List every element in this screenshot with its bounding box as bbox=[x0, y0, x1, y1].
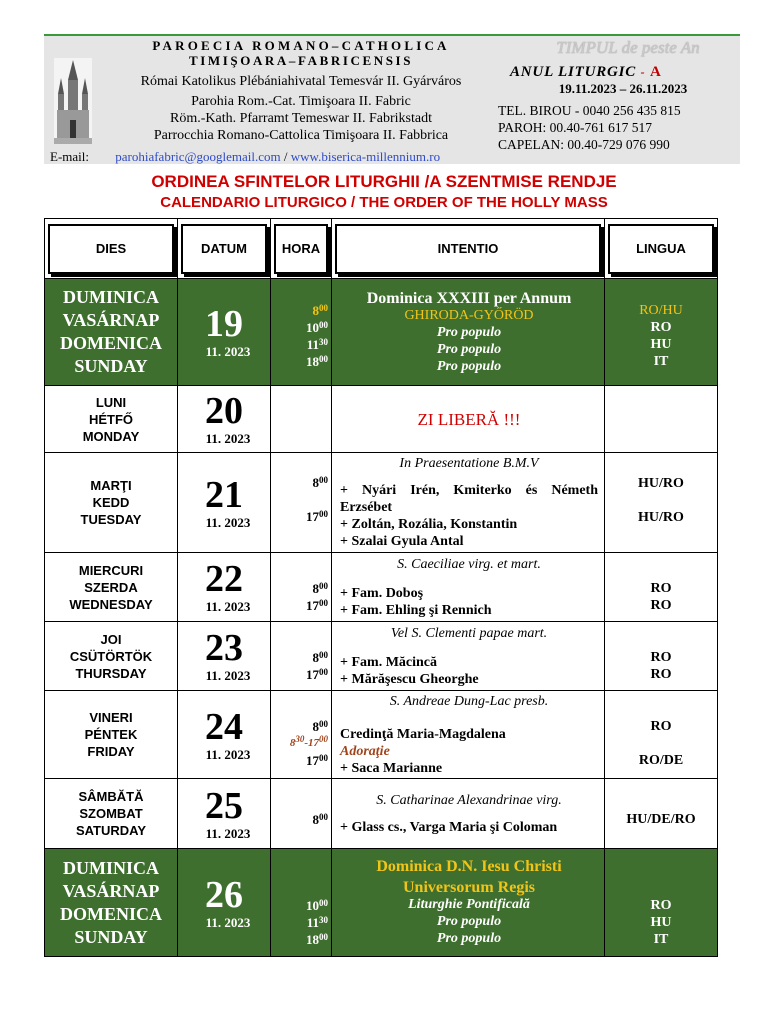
chaplain-phone: CAPELAN: 00.40-729 076 990 bbox=[498, 137, 670, 152]
liturgical-year-label: ANUL LITURGIC bbox=[510, 64, 637, 80]
mass-time: 17 bbox=[306, 667, 319, 682]
mass-intention: + Nyári Irén, Kmiterko és Németh Erzsébet bbox=[340, 483, 598, 515]
day-name: SÂMBĂTĂ bbox=[78, 789, 144, 804]
date-cell bbox=[178, 279, 271, 386]
page-title: ORDINEA SFINTELOR LITURGHII /A SZENTMISE RENDJE bbox=[151, 172, 617, 191]
free-day-note: ZI LIBERĂ !!! bbox=[417, 409, 521, 429]
language-cell bbox=[605, 386, 718, 453]
month-year: 11. 2023 bbox=[205, 746, 251, 762]
feast-name: S. Caeciliae virg. et mart. bbox=[397, 556, 541, 572]
mass-time-minutes: 00 bbox=[319, 932, 328, 942]
mass-intention: + Saca Marianne bbox=[340, 760, 443, 776]
mass-intention: + Mărăşescu Gheorghe bbox=[340, 671, 479, 687]
mass-time-minutes: 00 bbox=[319, 581, 328, 591]
mass-language: HU/RO bbox=[638, 509, 684, 525]
adoration-label: Adoraţie bbox=[340, 743, 390, 759]
intent-cell bbox=[332, 779, 605, 849]
month-year: 11. 2023 bbox=[205, 431, 251, 446]
day-name: SUNDAY bbox=[74, 926, 148, 947]
parish-header bbox=[44, 34, 740, 164]
mass-language: RO bbox=[650, 667, 672, 682]
mass-time: 8 bbox=[312, 581, 319, 596]
mass-language: HU bbox=[650, 915, 672, 930]
church-illustration bbox=[54, 58, 92, 144]
day-name: VINERI bbox=[89, 710, 133, 725]
date-cell bbox=[178, 622, 271, 691]
time-cell bbox=[271, 386, 332, 453]
month-year: 11. 2023 bbox=[205, 514, 251, 530]
intent-cell bbox=[332, 622, 605, 691]
mass-time: 10 bbox=[306, 898, 319, 913]
liturgical-year bbox=[510, 64, 740, 81]
language-cell bbox=[605, 691, 718, 779]
date-cell bbox=[178, 453, 271, 553]
day-name: SATURDAY bbox=[75, 823, 147, 838]
mass-time: 8 bbox=[312, 812, 319, 827]
mass-time: 18 bbox=[306, 932, 319, 947]
month-year: 11. 2023 bbox=[205, 825, 251, 841]
day-name: CSÜTÖRTÖK bbox=[69, 648, 153, 664]
day-names bbox=[45, 453, 178, 553]
day-name: VASÁRNAP bbox=[62, 310, 160, 330]
day-names bbox=[45, 279, 178, 386]
table-row bbox=[45, 553, 718, 622]
liturgical-season: TIMPUL de peste An bbox=[556, 38, 700, 57]
mass-time-minutes: 00 bbox=[319, 667, 328, 677]
header-cell bbox=[605, 219, 718, 279]
mass-language: RO bbox=[650, 898, 672, 913]
day-name: TUESDAY bbox=[80, 512, 142, 527]
pontifical-liturgy: Liturghie Pontificală bbox=[408, 897, 530, 912]
feast-name: Dominica D.N. Iesu Christi bbox=[376, 858, 562, 875]
day-name: SUNDAY bbox=[74, 356, 148, 376]
time-cell bbox=[271, 779, 332, 849]
time-cell bbox=[271, 622, 332, 691]
mass-time-minutes: 00 bbox=[319, 303, 328, 313]
liturgical-info bbox=[496, 38, 740, 153]
feast-name: In Praesentatione B.M.V bbox=[399, 456, 539, 471]
mass-language: RO bbox=[650, 598, 672, 613]
mass-time-minutes: 30 bbox=[319, 337, 328, 347]
feast-name: S. Catharinae Alexandrinae virg. bbox=[376, 792, 562, 808]
day-name: HÉTFŐ bbox=[88, 411, 134, 427]
header-datum: DATUM bbox=[181, 224, 267, 274]
mass-time: 11 bbox=[306, 915, 319, 930]
mass-time: 8 bbox=[312, 719, 319, 734]
mass-language: RO bbox=[650, 320, 672, 335]
day-names bbox=[45, 849, 178, 957]
mass-intention: Pro populo bbox=[436, 931, 502, 946]
parish-romanian-name: Parohia Rom.-Cat. Timişoara II. Fabric bbox=[191, 94, 411, 109]
language-cell bbox=[605, 279, 718, 386]
mass-time-minutes: 00 bbox=[319, 508, 328, 519]
day-number: 21 bbox=[205, 473, 243, 516]
day-name: MARŢI bbox=[90, 478, 132, 493]
office-phone: TEL. BIROU - 0040 256 435 815 bbox=[498, 103, 681, 118]
mass-time-minutes: 00 bbox=[319, 812, 328, 822]
header-cell bbox=[178, 219, 271, 279]
mass-time: 11 bbox=[306, 337, 319, 352]
language-cell bbox=[605, 553, 718, 622]
mass-schedule-table bbox=[44, 218, 718, 957]
language-cell bbox=[605, 453, 718, 553]
time-cell bbox=[271, 691, 332, 779]
mass-time-minutes: 00 bbox=[319, 753, 328, 763]
day-name: KEDD bbox=[92, 495, 130, 510]
website-link[interactable]: www.biserica-millennium.ro bbox=[290, 149, 441, 164]
mass-intention: + Fam. Ehling şi Rennich bbox=[340, 602, 492, 618]
priest-phone: PAROH: 00.40-761 617 517 bbox=[498, 120, 653, 135]
date-cell bbox=[178, 691, 271, 779]
day-name: MONDAY bbox=[82, 428, 140, 444]
day-name: MIERCURI bbox=[78, 562, 144, 578]
day-number: 22 bbox=[205, 558, 243, 600]
mass-intention: Pro populo bbox=[436, 358, 502, 374]
feast-name: Vel S. Clementi papae mart. bbox=[390, 625, 548, 641]
language-cell bbox=[605, 622, 718, 691]
day-name: WEDNESDAY bbox=[69, 596, 153, 612]
date-cell bbox=[178, 386, 271, 453]
intent-cell bbox=[332, 386, 605, 453]
day-name: DOMENICA bbox=[60, 903, 162, 924]
mass-time: 17 bbox=[306, 753, 319, 768]
email-label: E-mail: bbox=[50, 149, 89, 164]
mass-time-minutes: 00 bbox=[319, 898, 328, 908]
day-name: DUMINICA bbox=[63, 287, 159, 307]
parish-german-name: Röm.-Kath. Pfarramt Temeswar II. Fabrikstadt bbox=[170, 111, 432, 126]
mass-location: GHIRODA-GYŐRÖD bbox=[404, 307, 534, 323]
month-year: 11. 2023 bbox=[205, 668, 251, 683]
day-number: 24 bbox=[205, 705, 243, 748]
month-year: 11. 2023 bbox=[205, 344, 251, 359]
mass-time: 18 bbox=[306, 354, 319, 369]
mass-intention: Pro populo bbox=[436, 914, 502, 929]
mass-time-minutes: 00 bbox=[319, 474, 328, 485]
mass-language: HU/DE/RO bbox=[626, 812, 696, 827]
feast-name: S. Andreae Dung-Lac presb. bbox=[389, 693, 549, 709]
mass-time-minutes: 00 bbox=[319, 320, 328, 330]
mass-intention: + Szalai Gyula Antal bbox=[340, 534, 464, 549]
day-names bbox=[45, 553, 178, 622]
table-header bbox=[45, 219, 718, 279]
mass-intention: + Fam. Măcincă bbox=[340, 654, 438, 670]
mass-intention: Credinţă Maria-Magdalena bbox=[340, 726, 506, 742]
mass-language: HU/RO bbox=[638, 475, 684, 491]
parish-latin-name: PAROECIA ROMANO–CATHOLICA bbox=[152, 38, 450, 53]
day-name: THURSDAY bbox=[75, 665, 147, 681]
table-row bbox=[45, 849, 718, 957]
table-row bbox=[45, 691, 718, 779]
mass-time-minutes: 00 bbox=[319, 598, 328, 608]
email-row bbox=[50, 149, 440, 165]
mass-time-minutes: 00 bbox=[319, 719, 328, 729]
mass-intention: + Zoltán, Rozália, Konstantin bbox=[340, 517, 518, 532]
intent-cell bbox=[332, 279, 605, 386]
day-number: 26 bbox=[205, 873, 243, 916]
day-name: FRIDAY bbox=[87, 744, 135, 759]
day-names bbox=[45, 691, 178, 779]
language-cell bbox=[605, 849, 718, 957]
day-names bbox=[45, 622, 178, 691]
email-separator: / bbox=[283, 149, 288, 164]
mass-time: 8 bbox=[312, 650, 319, 665]
intent-cell bbox=[332, 691, 605, 779]
table-row bbox=[45, 453, 718, 553]
mass-language: RO bbox=[650, 719, 672, 734]
mass-time: 17 bbox=[306, 598, 319, 613]
header-cell bbox=[45, 219, 178, 279]
mass-time-minutes: 00 bbox=[319, 650, 328, 660]
day-name: JOI bbox=[100, 631, 122, 647]
table-row bbox=[45, 279, 718, 386]
day-number: 23 bbox=[205, 627, 243, 669]
day-names bbox=[45, 779, 178, 849]
month-year: 11. 2023 bbox=[205, 599, 251, 614]
month-year: 11. 2023 bbox=[205, 914, 251, 930]
mass-language: RO/HU bbox=[639, 303, 683, 318]
mass-time: 17 bbox=[306, 508, 319, 524]
table-row bbox=[45, 622, 718, 691]
mass-intention: Pro populo bbox=[436, 324, 502, 340]
mass-time: 8 bbox=[312, 303, 319, 318]
language-cell bbox=[605, 779, 718, 849]
day-name: SZOMBAT bbox=[79, 806, 143, 821]
header-cell bbox=[271, 219, 332, 279]
date-cell bbox=[178, 779, 271, 849]
mass-intention: + Fam. Doboş bbox=[340, 585, 424, 601]
time-cell bbox=[271, 849, 332, 957]
time-cell bbox=[271, 279, 332, 386]
table-row bbox=[45, 386, 718, 453]
mass-time: 10 bbox=[306, 320, 319, 335]
day-names bbox=[45, 386, 178, 453]
day-name: DUMINICA bbox=[63, 857, 159, 878]
time-cell bbox=[271, 453, 332, 553]
parish-italian-name: Parrocchia Romano-Cattolica Timişoara II. Fabbrica bbox=[153, 128, 449, 143]
mass-language: RO/DE bbox=[638, 753, 684, 768]
day-name: SZERDA bbox=[84, 579, 138, 595]
mass-time-minutes: 00 bbox=[319, 354, 328, 364]
mass-language: IT bbox=[653, 932, 669, 947]
header-cell bbox=[332, 219, 605, 279]
adoration-time: $8^{30}-17^{00}$ bbox=[289, 734, 328, 749]
mass-language: HU bbox=[650, 337, 672, 352]
mass-time-minutes: 30 bbox=[319, 915, 328, 925]
contacts bbox=[498, 102, 740, 153]
mass-language: RO bbox=[650, 650, 672, 665]
day-name: DOMENICA bbox=[60, 333, 162, 353]
header-intentio: INTENTIO bbox=[335, 224, 601, 274]
date-cell bbox=[178, 849, 271, 957]
header-dies: DIES bbox=[48, 224, 174, 274]
day-name: VASÁRNAP bbox=[62, 880, 160, 901]
header-hora: HORA bbox=[274, 224, 328, 274]
liturgical-year-sep: - bbox=[640, 65, 646, 79]
page-subtitle: CALENDARIO LITURGICO / THE ORDER OF THE HOLLY MASS bbox=[160, 194, 608, 211]
week-range: 19.11.2023 – 26.11.2023 bbox=[558, 81, 688, 96]
feast-name-continued: Universorum Regis bbox=[403, 879, 535, 896]
intent-cell bbox=[332, 553, 605, 622]
liturgical-year-letter: A bbox=[650, 64, 662, 80]
date-cell bbox=[178, 553, 271, 622]
header-lingua: LINGUA bbox=[608, 224, 714, 274]
parish-latin-city: TIMIŞOARA–FABRICENSIS bbox=[188, 53, 414, 68]
feast-name: Dominica XXXIII per Annum bbox=[366, 289, 572, 307]
intent-cell bbox=[332, 849, 605, 957]
day-name: PÉNTEK bbox=[84, 727, 138, 742]
time-cell bbox=[271, 553, 332, 622]
parish-names bbox=[106, 38, 496, 144]
mass-time: 8 bbox=[312, 474, 319, 490]
day-number: 20 bbox=[205, 390, 243, 432]
intent-cell bbox=[332, 453, 605, 553]
parish-hungarian-name: Római Katolikus Plébániahivatal Temesvár II. Gyárváros bbox=[140, 74, 462, 89]
mass-intention: Pro populo bbox=[436, 341, 502, 357]
mass-intention: + Glass cs., Varga Maria şi Coloman bbox=[340, 819, 558, 835]
day-number: 19 bbox=[205, 303, 243, 345]
mass-language: IT bbox=[653, 354, 669, 369]
day-name: LUNI bbox=[95, 394, 127, 410]
table-row bbox=[45, 779, 718, 849]
email-link[interactable]: parohiafabric@googlemail.com bbox=[115, 149, 281, 164]
mass-language: RO bbox=[650, 581, 672, 596]
day-number: 25 bbox=[205, 784, 243, 827]
